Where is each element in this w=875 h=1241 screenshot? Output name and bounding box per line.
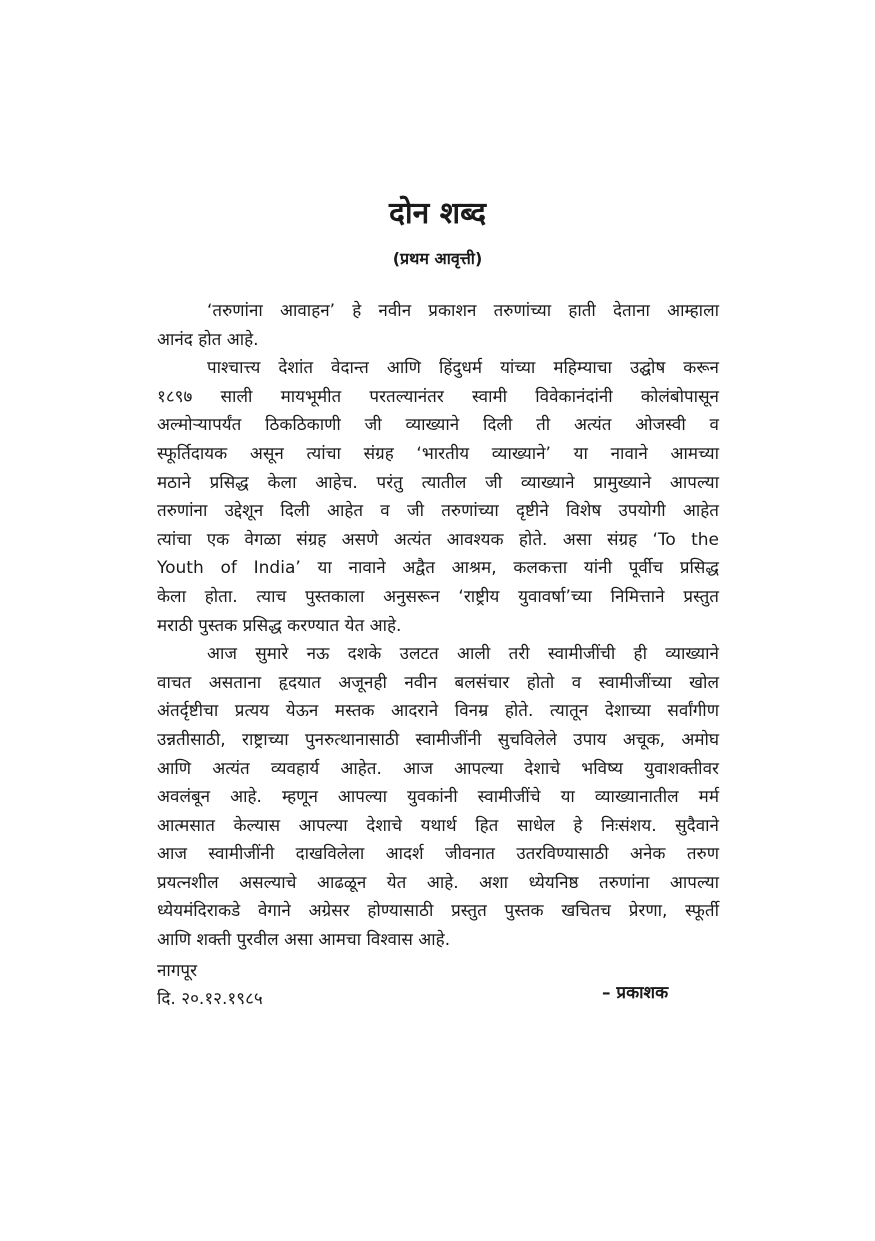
body-text: [157, 297, 719, 955]
text-line: ‘तरुणांना आवाहन’ हे नवीन प्रकाशन तरुणांच्या हाती देताना आम्हाला: [207, 301, 719, 321]
page-title: दोन शब्द: [388, 196, 487, 231]
text-line: आणि अत्यंत व्यवहार्य आहेत. आज आपल्या देशाचे भविष्य युवाशक्तीवर: [157, 758, 719, 779]
text-line: अंतर्दृष्टीचा प्रत्यय येऊन मस्तक आदराने विनम्र होते. त्यातून देशाच्या सर्वांगीण: [157, 701, 719, 722]
text-line: प्रयत्नशील असल्याचे आढळून येत आहे. अशा ध्येयनिष्ठ तरुणांना आपल्या: [157, 872, 719, 893]
text-line: आज सुमारे नऊ दशके उलटत आली तरी स्वामीजींची ही व्याख्याने: [207, 644, 719, 665]
text-line: ध्येयमंदिराकडे वेगाने अग्रेसर होण्यासाठी प्रस्तुत पुस्तक खचितच प्रेरणा, स्फूर्ती: [157, 901, 719, 922]
text-line: स्फूर्तिदायक असून त्यांचा संग्रह ‘भारतीय व्याख्याने’ या नावाने आमच्या: [157, 443, 719, 464]
text-line: उन्नतीसाठी, राष्ट्राच्या पुनरुत्थानासाठी स्वामीजींनी सुचविलेले उपाय अचूक, अमोघ: [157, 729, 719, 750]
footer-signature: – प्रकाशक: [602, 983, 669, 1003]
text-line: मराठी पुस्तक प्रसिद्ध करण्यात येत आहे.: [157, 615, 402, 636]
page-subtitle: (प्रथम आवृत्ती): [392, 249, 483, 268]
text-line: वाचत असताना हृदयात अजूनही नवीन बलसंचार होतो व स्वामीजींच्या खोल: [157, 672, 719, 693]
text-line: त्यांचा एक वेगळा संग्रह असणे अत्यंत आवश्यक होते. असा संग्रह ‘To the: [157, 529, 719, 550]
text-line: १८९७ साली मायभूमीत परतल्यानंतर स्वामी विवेकानंदांनी कोलंबोपासून: [157, 386, 719, 407]
footer-date: दि. २०.१२.१९८५: [157, 989, 263, 1009]
text-line: तरुणांना उद्देशून दिली आहेत व जी तरुणांच्या दृष्टीने विशेष उपयोगी आहेत: [157, 501, 719, 522]
text-line: अल्मोऱ्यापर्यंत ठिकठिकाणी जी व्याख्याने दिली ती अत्यंत ओजस्वी व: [157, 415, 719, 436]
text-line: मठाने प्रसिद्ध केला आहेच. परंतु त्यातील जी व्याख्याने प्रामुख्याने आपल्या: [157, 472, 719, 493]
text-line: Youth of India’ या नावाने अद्वैत आश्रम, कलकत्ता यांनी पूर्वीच प्रसिद्ध: [157, 558, 719, 579]
text-line: आणि शक्ती पुरवील असा आमचा विश्वास आहे.: [157, 930, 451, 951]
text-line: आज स्वामीजींनी दाखविलेला आदर्श जीवनात उतरविण्यासाठी अनेक तरुण: [157, 844, 719, 865]
text-line: आत्मसात केल्यास आपल्या देशाचे यथार्थ हित साधेल हे निःसंशय. सुदैवाने: [157, 815, 719, 836]
footer-place: नागपूर: [157, 961, 198, 981]
text-line: केला होता. त्याच पुस्तकाला अनुसरून ‘राष्ट्रीय युवावर्षा’च्या निमित्ताने प्रस्तुत: [157, 586, 719, 607]
text-line: अवलंबून आहे. म्हणून आपल्या युवकांनी स्वामीजींचे या व्याख्यानातील मर्म: [157, 787, 719, 808]
text-line: पाश्चात्त्य देशांत वेदान्त आणि हिंदुधर्म यांच्या महिम्याचा उद्घोष करून: [207, 358, 719, 379]
text-line: आनंद होत आहे.: [157, 329, 259, 350]
